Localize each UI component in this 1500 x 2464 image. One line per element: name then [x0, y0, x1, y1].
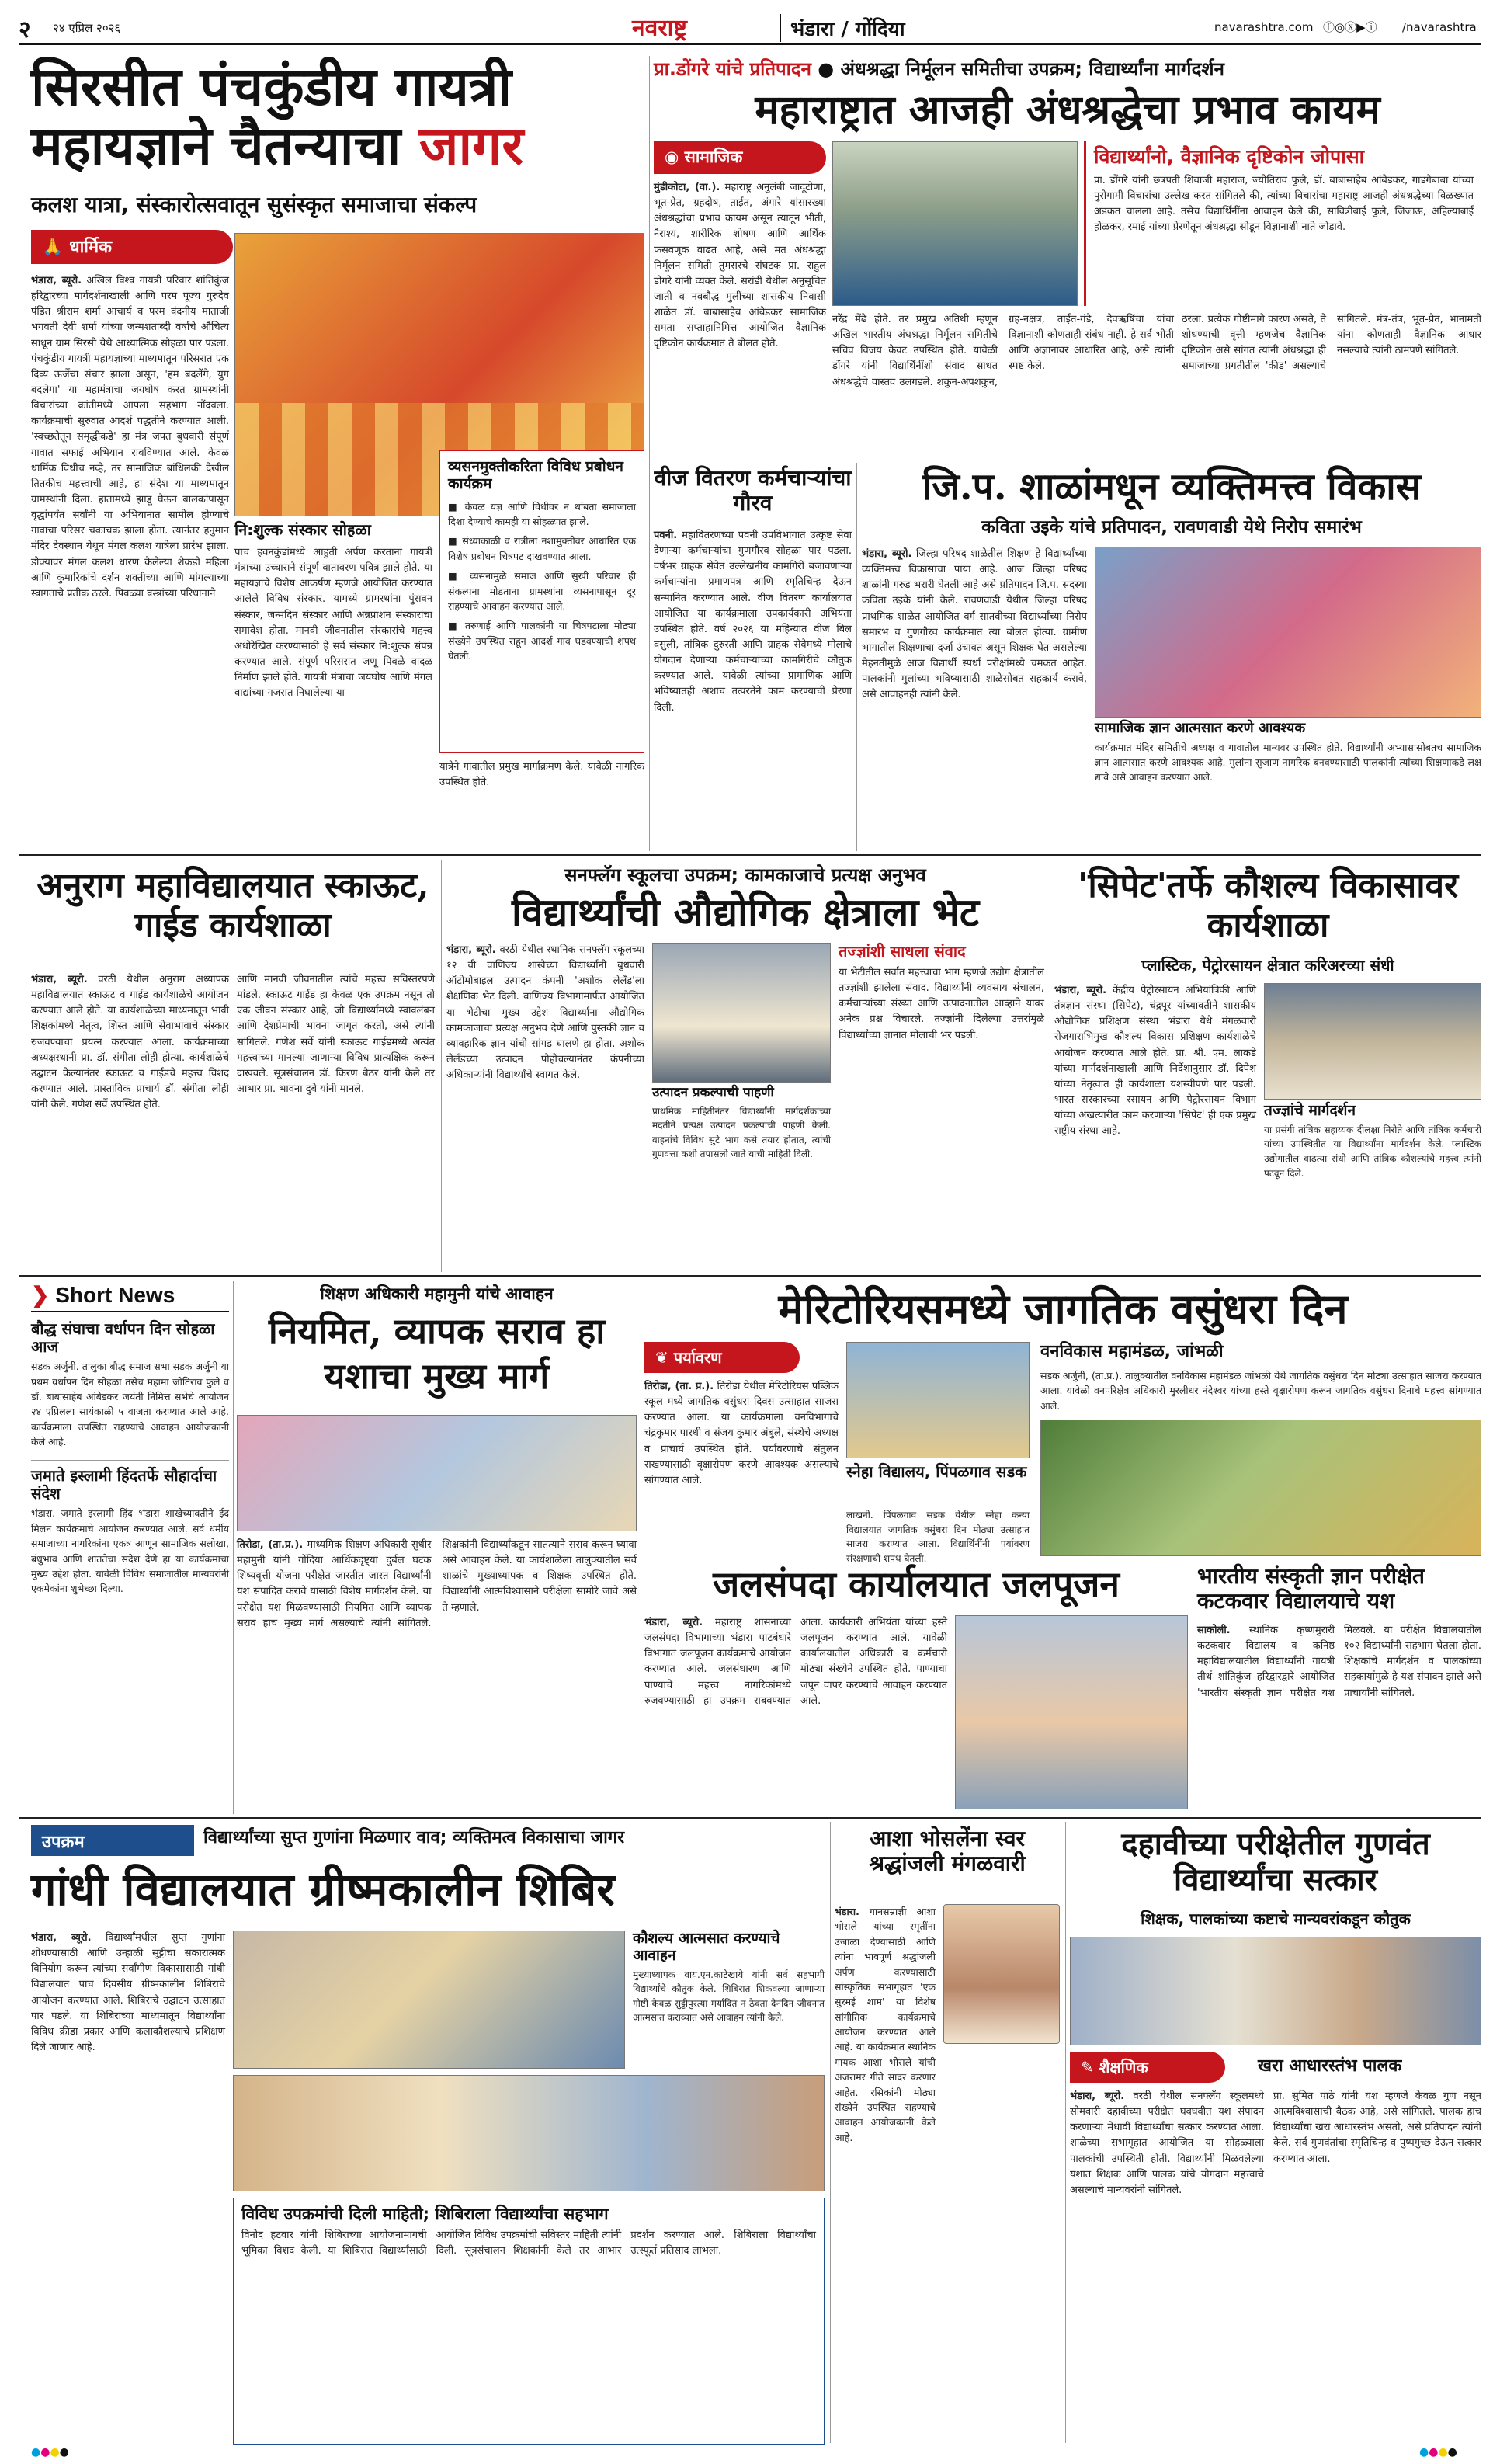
a3-body: पवनी. महावितरणच्या पवनी उपविभागात उत्कृष्ट सेवा देणाऱ्या कर्मचाऱ्यांचा गुणगौरव सोहळा पार पडला. वर्षभर ग्राहक सेवेत उल्लेखनीय कामगिरी बजावणाऱ्या कर्मचाऱ्यांना प्रमाणपत्र आणि स्मृतिचिन्ह देऊन सन्मानित करण्यात आले. वीज वितरण कार्यालयात आयोजित या कार्यक्रमाला उपकार्यकारी अभियंता उपस्थित होते. वर्ष २०२६ या महिन्यात वीज बिल वसुली, तांत्रिक दुरुस्ती आणि ग्राहक सेवेमध्ये मोलाचे योगदान देणाऱ्या कर्मचाऱ्यांच्या कामगिरीचे कौतुक करण्यात आले. यावेळी त्यांच्या प्रामाणिक आणि भविष्यातही अशाच तत्परतेने काम करण्याची प्रेरणा दिली.	[654, 530, 852, 714]
list-item: ■ केवळ यज्ञ आणि विधीवर न थांबता समाजाला दिशा देण्याचे कामही या सोहळ्यात झाले.	[448, 500, 636, 528]
a12-side-text: मुख्याध्यापक वाय.एन.काटेखाये यांनी सर्व सहभागी विद्यार्थ्यांचे कौतुक केले. शिबिरात शिकवल्या जाणाऱ्या गोष्टी केवळ सुट्टीपुरत्या मर्यादित न ठेवता दैनंदिन जीवनात आत्मसात कराव्यात असे आवाहन त्यांनी केले.	[633, 1969, 825, 2024]
a13-headline: आशा भोसलेंना स्वर श्रद्धांजली मंगळवारी	[869, 1826, 1026, 1877]
a8-kicker: शिक्षण अधिकारी महामुनी यांचे आवाहन	[320, 1284, 554, 1303]
a7-subheadline: प्लास्टिक, पेट्रोरसायन क्षेत्रात करिअरच्या संधी	[1141, 956, 1394, 975]
a1-subheadline: कलश यात्रा, संस्कारोत्सवातून सुसंस्कृत समाजाचा संकल्प	[31, 192, 477, 217]
column-rule	[649, 56, 650, 851]
section-divider	[19, 1275, 1481, 1277]
a2-headline: महाराष्ट्रात आजही अंधश्रद्धेचा प्रभाव कायम	[755, 86, 1380, 134]
x-icon[interactable]: ⓧ	[1345, 20, 1357, 34]
a6-box-title: तज्ज्ञांशी साधला संवाद	[839, 942, 966, 961]
a2-body-col1: मुंडीकोटा, (वा.). महाराष्ट्र अनुलंबी जादूटोणा, भूत-प्रेत, ग्रहदोष, ताईत, अंगारे यांसारख्या अंधश्रद्धांचा प्रभाव कायम असून त्यातून भीती, नैराश्य, शारीरिक शोषण आणि आर्थिक फसवणूक वाढत आहे, असे मत अंधश्रद्धा निर्मूलन समिती तुमसरचे संघटक प्रा. राहुल डोंगरे यांनी व्यक्त केले. सरांडी येथील अनुसूचित जाती व नवबौद्ध मुलींच्या शासकीय निवासी शाळेत डॉ. बाबासाहेब आंबेडकर सामाजिक समता सप्ताहानिमित्त आयोजित वैज्ञानिक दृष्टिकोन कार्यक्रमात ते बोलत होते.	[654, 182, 826, 350]
a9-body-col2: लाखनी. पिंपळगाव सडक येथील स्नेहा कन्या विद्यालयात जागतिक वसुंधरा दिन मोठ्या उत्साहात साजरा करण्यात आला. विद्यार्थिनींनी पर्यावरण संरक्षणाची शपथ घेतली.	[846, 1510, 1030, 1564]
a6-headline: विद्यार्थ्यांची औद्योगिक क्षेत्राला भेट	[511, 889, 980, 935]
a4-headline: जि.प. शाळांमधून व्यक्तिमत्त्व विकास	[922, 465, 1422, 509]
a1-body-col3: यात्रेने गावातील प्रमुख मार्गाक्रमण केले. यावेळी नागरिक उपस्थित होते.	[439, 761, 644, 789]
a12-info-box	[233, 2198, 825, 2445]
a9-sub2: स्नेहा विद्यालय, पिंपळगाव सडक	[846, 1462, 1027, 1481]
column-rule	[1065, 1822, 1066, 2443]
chevron-right-icon: ❯	[31, 1283, 50, 1307]
a14-body-col1: भंडारा, ब्यूरो. वरठी येथील सनफ्लॅग स्कूलमध्ये सोमवारी दहावीच्या परीक्षेत घवघवीत यश संपादन करणाऱ्या मेधावी विद्यार्थ्यांचा सत्कार करण्यात आला. शाळेच्या सभागृहात आयोजित या सोहळ्याला पालकांची उपस्थिती होती. विद्यार्थ्यांनी मिळवलेल्या यशात शिक्षक आणि पालक यांचे योगदान महत्त्वाचे असल्याचे मान्यवरांनी सांगितले.	[1070, 2090, 1264, 2196]
a2-body-col3: ठरला. प्रत्येक गोष्टीमागे कारण असते, ते शोधण्याची वृत्ती म्हणजेच वैज्ञानिक दृष्टिकोन असे सांगत त्यांनी अंधश्रद्धा ही समाजाच्या प्रगतीतील 'कीड' असल्याचे सांगितले. मंत्र-तंत्र, भूत-प्रेत, भानामती यांना कोणताही वैज्ञानिक आधार नसल्याचे त्यांनी ठामपणे सांगितले.	[1182, 314, 1481, 373]
masthead	[19, 11, 1481, 45]
a4-caption-text: कार्यक्रमात मंदिर समितीचे अध्यक्ष व गावातील मान्यवर उपस्थित होते. विद्यार्थ्यांनी अभ्यासासोबतच सामाजिक ज्ञान आत्मसात करणे आवश्यक आहे. मुलांना सुजाण नागरिक बनवण्यासाठी पालकांनी त्यांच्या शिक्षणाकडे लक्ष द्यावे असे आवाहन करण्यात आले.	[1095, 741, 1481, 784]
a2-photo	[832, 141, 1078, 306]
list-item: ■ व्यसनामुळे समाज आणि सुखी परिवार ही संकल्पना मोडताना ग्रामस्थांना व्यसनापासून दूर राहण्याचे आवाहन करण्यात आले.	[448, 570, 636, 612]
a1-body-col1: भंडारा, ब्यूरो. अखिल विश्व गायत्री परिवार शांतिकुंज हरिद्वारच्या मार्गदर्शनाखाली आणि परम पूज्य गुरुदेव पंडित श्रीराम शर्मा आचार्य व परम वंदनीय माताजी भगवती देवी शर्मा यांच्या जन्मशताब्दी वर्षाचे औचित्य साधून ग्राम सिरसी येथे आध्यात्मिक सोहळा पार पडला. पंचकुंडीय गायत्री महायज्ञाच्या माध्यमातून परिसरात एक दिव्य ऊर्जेचा संचार झाला असून, 'हम बदलेंगे, युग बदलेगा' या महामंत्राचा जयघोष करत ग्रामस्थांनी विचारांच्या क्रांतीमध्ये आपला सहभाग नोंदवला. कार्यक्रमाची सुरुवात आदर्श पद्धतीने करण्यात आली. 'स्वच्छतेतून समृद्धीकडे' हा मंत्र जपत बुधवारी संपूर्ण गावात सफाई अभियान राबविण्यात आले. केवळ धार्मिक विधीच नव्हे, तर सामाजिक बांधिलकी देखील तितकीच महत्त्वाची आहे, हा संदेश या माध्यमातून ग्रामस्थांनी दिला. हातामध्ये झाडू घेऊन बालकांपासून वृद्धांपर्यंत सर्वांनी या अभियानात सामील होण्याचे गावाचा परिसर चकाचक झाला होता. त्यानंतर हनुमान मंदिर देवस्थान येथून मंगल कलश यात्रेला प्रारंभ झाला. डोक्यावर मंगल कलश धारण केलेल्या शेकडो महिला आणि कुमारिकांचे दर्शन शक्तीच्या आणि मांगल्याच्या स्वागताचे प्रतीक ठरले. पिवळ्या वस्त्रांच्या परिधानाने	[31, 275, 229, 599]
a12-photo-1	[233, 1931, 625, 2069]
a9-headline: मेरिटोरियसमध्ये जागतिक वसुंधरा दिन	[778, 1284, 1348, 1333]
a6-photo	[652, 943, 831, 1083]
a1-photo-caption: नि:शुल्क संस्कार सोहळा	[234, 519, 644, 540]
short-news-1-title: बौद्ध संघाचा वर्धापन दिन सोहळा आज	[31, 1319, 215, 1357]
a6-caption-text: प्राथमिक माहितीनंतर विद्यार्थ्यांनी मार्गदर्शकांच्या मदतीने प्रत्यक्ष उत्पादन प्रकल्पाची पाहणी केली. वाहनांचे विविध सुटे भाग कसे तयार होतात, त्यांची गुणवत्ता कशी तपासली जाते याची माहिती दिली.	[652, 1105, 831, 1160]
a2-box-title: विद्यार्थ्यांनो, वैज्ञानिक दृष्टिकोन जोपासा	[1094, 145, 1365, 168]
short-news-label: ❯ Short News	[31, 1283, 229, 1312]
a7-body: भंडारा, ब्यूरो. केंद्रीय पेट्रोरसायन अभियांत्रिकी आणि तंत्रज्ञान संस्था (सिपेट), चंद्रपूर यांच्यावतीने शासकीय औद्योगिक प्रशिक्षण संस्था भंडारा येथे मंगळवारी रोजगाराभिमुख कौशल्य विकास प्रशिक्षण कार्यशाळेचे आयोजन करण्यात आले होते. प्रा. श्री. एम. लाकडे यांच्या मार्गदर्शनाखाली आणि निर्देशानुसार डॉ. दिपेश यांच्या नेतृत्वात ही कार्यशाळा यशस्वीपणे पार पडली. भारत सरकारच्या रसायन आणि पेट्रोरसायन विभाग यांच्या अखत्यारीत काम करणाऱ्या 'सिपेट' ही एक प्रमुख राष्ट्रीय संस्था आहे.	[1054, 985, 1256, 1138]
a11-headline: भारतीय संस्कृती ज्ञान परीक्षेत कटकवार विद्यालयाचे यश	[1197, 1563, 1425, 1614]
a4-subheadline: कविता उइके यांचे प्रतिपादन, रावणवाडी येथे निरोप समारंभ	[981, 517, 1362, 537]
people-icon: ◉	[665, 148, 679, 166]
a7-caption-title: तज्ज्ञांचे मार्गदर्शन	[1264, 1102, 1356, 1119]
a6-caption-box	[652, 1086, 831, 1269]
a7-caption-box	[1264, 1103, 1481, 1270]
a12-side-box	[633, 1931, 825, 2069]
a12-kicker: विद्यार्थ्यांच्या सुप्त गुणांना मिळणार वाव; व्यक्तिमत्व विकासाचा जागर	[203, 1828, 625, 1847]
a5-headline: अनुराग महाविद्यालयात स्काऊट, गाईड कार्यशाळा	[36, 866, 429, 945]
a8-photo	[237, 1415, 637, 1531]
a14-body-col2: प्रा. सुमित पाठे यांनी यश म्हणजे केवळ गुण नसून आत्मविश्वासाची बैठक आहे, असे सांगितले. पालक हाच विद्यार्थ्यांचा खरा आधारस्तंभ असतो, असे प्रतिपादन त्यांनी केले. सर्व गुणवंतांचा स्मृतिचिन्ह व पुष्पगुच्छ देऊन सत्कार करण्यात आला.	[1273, 2090, 1481, 2165]
section-divider	[19, 854, 1481, 856]
a4-caption-box	[1095, 721, 1481, 795]
column-rule	[441, 860, 442, 1272]
a2-highlight-box	[1084, 141, 1481, 306]
a13-body-col1: भंडारा. गानसम्राज्ञी आशा भोसले यांच्या स्मृतींना उजाळा देण्यासाठी आणि त्यांना भावपूर्ण श्रद्धांजली अर्पण करण्यासाठी सांस्कृतिक सभागृहात 'एक सुरमई शाम' या विशेष सांगीतिक कार्यक्रमाचे आयोजन करण्यात आले आहे. या कार्यक्रमात स्थानिक गायक आशा भोसले यांची अजरामर गीते सादर करणार आहेत. रसिकांनी मोठ्या संख्येने उपस्थित राहण्याचे आवाहन आयोजकांनी केले आहे.	[835, 1906, 936, 2143]
a12-body: भंडारा, ब्यूरो. विद्यार्थ्यांमधील सुप्त गुणांना शोधण्यासाठी आणि उन्हाळी सुट्टीचा सकारात्मक विनियोग करून त्यांच्या सर्वांगीण विकासासाठी गांधी विद्यालयात पाच दिवसीय ग्रीष्मकालीन शिबिराचे आयोजन करण्यात आले. शिबिराचे उद्घाटन उत्साहात पार पडले. या शिबिराच्या माध्यमातून विद्यार्थ्यांना विविध क्रीडा प्रकार आणि कलाकौशल्याचे प्रशिक्षण दिले जाणार आहे.	[31, 1932, 225, 2053]
column-rule	[830, 1822, 831, 2443]
list-item: ■ संध्याकाळी व रात्रीला नशामुक्तीवर आधारित एक विशेष प्रबोधन चित्रपट दाखवण्यात आला.	[448, 535, 636, 562]
a14-headline: दहावीच्या परीक्षेतील गुणवंत विद्यार्थ्यांचा सत्कार	[1121, 1826, 1430, 1898]
a9-body-col1: तिरोडा, (ता. प्र.). तिरोडा येथील मेरिटोरियस पब्लिक स्कूल मध्ये जागतिक वसुंधरा दिवस उत्साहात साजरा करण्यात आला. या कार्यक्रमाला वनविभागाचे चंद्रकुमार पारधी व संजय कुमार अंबुले, संस्थेचे अध्यक्ष व प्राचार्य उपस्थित होते. पर्यावरणाचे संतुलन राखण्यासाठी वृक्षारोपण करणे आवश्यक असल्याचे सांगण्यात आले.	[644, 1381, 839, 1486]
a14-subheadline: शिक्षक, पालकांच्या कष्टाचे मान्यवरांकडून कौतुक	[1141, 1910, 1411, 1928]
a9-photo-2	[1040, 1420, 1481, 1556]
a11-body: साकोली. स्थानिक कृष्णमुरारी कटकवार विद्यालय व कनिष्ठ महाविद्यालयातील विद्यार्थ्यांनी गायत्री तीर्थ शांतिकुंज हरिद्वारद्वारे आयोजित 'भारतीय संस्कृती ज्ञान' परीक्षेत यश मिळवले. या परीक्षेत विद्यालयातील १०२ विद्यार्थ्यांनी सहभाग घेतला होता. शिक्षकांचे मार्गदर्शन व पालकांच्या सहकार्यामुळे हे यश संपादन झाले असे प्राचार्यांनी सांगितले.	[1197, 1625, 1481, 1699]
a12-box-title: विविध उपक्रमांची दिली माहिती; शिबिराला विद्यार्थ्यांचा सहभाग	[241, 2205, 609, 2223]
a6-side-box	[839, 943, 1044, 1269]
a7-photo	[1264, 983, 1481, 1100]
short-news-1-text: सडक अर्जुनी. तालुका बौद्ध समाज सभा सडक अर्जुनी या प्रथम वर्धापन दिन सोहळा तसेच महामा जोतिराव फुले व डॉ. बाबासाहेब आंबेडकर जयंती निमित्त सभेचे आयोजन २४ एप्रिलला सायंकाळी ५ वाजता करण्यात आले आहे. कार्यक्रमाला उपस्थित राहण्याचे आवाहन आयोजकांनी केले आहे.	[31, 1361, 229, 1448]
social-icons	[1323, 19, 1377, 35]
instagram-icon[interactable]: ◎	[1335, 20, 1345, 34]
a12-box-text: विनोद हटवार यांनी शिबिराच्या आयोजनामागची भूमिका विशद केली. या शिबिरात विद्यार्थ्यांसाठी आयोजित विविध उपक्रमांची सविस्तर माहिती त्यांनी दिली. सूत्रसंचालन शिक्षकांनी केले तर आभार प्रदर्शन करण्यात आले. शिबिराला विद्यार्थ्यांचा उत्स्फूर्त प्रतिसाद लाभला.	[241, 2229, 816, 2257]
a1-section-tag: 🙏 धार्मिक	[31, 230, 233, 264]
a2-body-col2: नरेंद्र मेंढे होते. तर प्रमुख अतिथी म्हणून अखिल भारतीय अंधश्रद्धा निर्मूलन समितीचे सचिव विजय केवट उपस्थित होते. यावेळी डोंगरे यांनी विद्यार्थिनींशी संवाद साधत अंधश्रद्धेचे वास्तव उलगडले. शकुन-अपशकुन, ग्रह-नक्षत्र, ताईत-गंडे, देवऋषिंचा यांचा विज्ञानाशी कोणताही संबंध नाही. हे सर्व भीती आणि अज्ञानावर आधारित आहे, असे त्यांनी स्पष्ट केले.	[832, 314, 1174, 388]
a2-kicker: प्रा.डोंगरे यांचे प्रतिपादन ● अंधश्रद्धा निर्मूलन समितीचा उपक्रम; विद्यार्थ्यांना मार्गदर्शन	[654, 58, 1224, 80]
a12-headline: गांधी विद्यालयात ग्रीष्मकालीन शिबिर	[31, 1863, 615, 1916]
a1-body-col2: पाच हवनकुंडांमध्ये आहुती अर्पण करताना गायत्री मंत्राच्या उच्चाराने संपूर्ण वातावरण पवित्र झाले होते. या महायज्ञाचे विशेष आकर्षण म्हणजे आयोजित करण्यात आलेले विविध संस्कार. यामध्ये ग्रामस्थांना पुंसवन संस्कार, जन्मदिन संस्कार आणि अन्नप्राशन संस्कारांचा समावेश होता. मानवी जीवनातील संस्कारांचे महत्त्व अधोरेखित करण्यासाठी हे सर्व संस्कार नि:शुल्क संपन्न करण्यात आले. संपूर्ण परिसरात जणू पिवळे वादळ निर्माण झाले होते. गायत्री मंत्राचा जयघोष आणि मंगल वाद्यांच्या गजरात निघालेल्या या	[234, 547, 432, 700]
registration-marks: ●●●●	[31, 2446, 69, 2459]
a14-photo	[1070, 1937, 1481, 2045]
a1-headline: सिरसीत पंचकुंडीय गायत्री महायज्ञाने चैतन्याचा जागर	[31, 56, 524, 178]
a8-headline: नियमित, व्यापक सराव हा यशाचा मुख्य मार्ग	[268, 1310, 606, 1397]
a4-caption-title: सामाजिक ज्ञान आत्मसात करणे आवश्यक	[1095, 720, 1306, 736]
column-rule	[233, 1281, 234, 1814]
a1-info-box	[439, 450, 644, 753]
a2-box-text: प्रा. डोंगरे यांनी छत्रपती शिवाजी महाराज, ज्योतिराव फुले, डॉ. बाबासाहेब आंबेडकर, गाडगेबाबा यांच्या पुरोगामी विचारांचा उल्लेख करत सांगितले की, त्यांच्या विचारांचा महाराष्ट्र आजही अंधश्रद्धेच्या विळख्यात अडकत चालला आहे. तसेच विद्यार्थिनींना आवाहन केले की, सावित्रीबाई फुले, जिजाऊ, अहिल्याबाई होळकर, रमाई यांच्या प्रेरणेतून अंधश्रद्धा सोडून विज्ञानाशी नाते जोडावे.	[1094, 174, 1474, 234]
a6-body: भंडारा, ब्यूरो. वरठी येथील स्थानिक सनफ्लॅग स्कूलच्या १२ वी वाणिज्य शाखेच्या विद्यार्थ्यांनी बुधवारी ऑटोमोबाइल उत्पादन कंपनी 'अशोक लेलँड'ला शैक्षणिक भेट दिली. वाणिज्य विभागामार्फत आयोजित या भेटीचा मुख्य उद्देश विद्यार्थ्यांना औद्योगिक कामकाजाचा प्रत्यक्ष अनुभव देणे आणि पुस्तकी ज्ञान व व्यावहारिक ज्ञान यांची सांगड घालणे हा होता. अशोक लेलँडच्या उत्पादन पोहोचल्यानंतर कंपनीच्या अधिकाऱ्यांनी विद्यार्थ्यांचे स्वागत केले.	[446, 944, 644, 1082]
a12-photo-2	[233, 2075, 825, 2191]
a3-headline: वीज वितरण कर्मचाऱ्यांचा गौरव	[654, 465, 852, 516]
a14-section-tag: ✎ शैक्षणिक	[1070, 2052, 1225, 2083]
a9-photo-1	[846, 1342, 1030, 1458]
section-divider	[19, 1817, 1481, 1819]
a10-body: भंडारा, ब्यूरो. महाराष्ट्र शासनाच्या जलसंपदा विभागाच्या भंडारा पाटबंधारे विभागात जलपूजन कार्यक्रमाचे आयोजन करण्यात आले. जलसंधारण आणि पाण्याचे महत्त्व नागरिकांमध्ये रुजवण्यासाठी हा उपक्रम राबवण्यात आला. कार्यकारी अभियंता यांच्या हस्ते जलपूजन करण्यात आले. यावेळी कार्यालयातील अधिकारी व कर्मचारी मोठ्या संख्येने उपस्थित होते. पाण्याचा जपून वापर करण्याचे आवाहन करण्यात आले.	[644, 1617, 947, 1707]
a1-box-title: व्यसनमुक्तीकरिता विविध प्रबोधन कार्यक्रम	[448, 458, 623, 492]
bullet-dot-icon: ●	[818, 58, 835, 80]
a9-sub1: वनविकास महामंडळ, जांभळी	[1040, 1342, 1224, 1361]
a4-photo	[1095, 547, 1481, 718]
a8-body: तिरोडा, (ता.प्र.). माध्यमिक शिक्षण अधिकारी सुधीर महामुनी यांनी गोंदिया आर्थिकदृष्ट्या दुर्बल घटक शिष्यवृत्ती योजना परीक्षेत जास्तीत जास्त विद्यार्थ्यांनी यश संपादित करावे यासाठी विशेष मार्गदर्शन केले. या परीक्षेत यश मिळवण्यासाठी नियमित आणि व्यापक सराव हाच मुख्य मार्ग असल्याचे त्यांनी सांगितले. शिक्षकांनी विद्यार्थ्यांकडून सातत्याने सराव करून घ्यावा असे आवाहन केले. या कार्यशाळेला तालुक्यातील सर्व शाळांचे मुख्याध्यापक व शिक्षक उपस्थित होते. विद्यार्थ्यांनी आत्मविश्वासाने परीक्षेला सामोरे जावे असे ते म्हणाले.	[237, 1539, 637, 1629]
a10-headline: जलसंपदा कार्यालयात जलपूजन	[713, 1563, 1120, 1605]
a5-body-col2: आणि मानवी जीवनातील त्यांचे महत्त्व सविस्तरपणे मांडले. स्काऊट गाईड हा केवळ एक उपक्रम नसून तो एक जीवन संस्कार आहे, जो विद्यार्थ्यांमध्ये स्वावलंबन आणि देशप्रेमाची भावना जागृत करतो, असे त्यांनी सांगितले. गणेश सर्वे यांनी स्काऊट गाईडमध्ये अत्यंत महत्त्वाच्या मानल्या जाणाऱ्या विविध प्रात्यक्षिक करून दाखवले. सूत्रसंचालन डॉ. किरण बेठर यांनी केले तर आभार प्रा. भावना दुबे यांनी मानले.	[237, 974, 435, 1095]
a6-box-text: या भेटीतील सर्वात महत्त्वाचा भाग म्हणजे उद्योग क्षेत्रातील तज्ज्ञांशी झालेला संवाद. विद्यार्थ्यांनी व्यवसाय संचालन, कर्मचाऱ्यांच्या संख्या आणि उत्पादनातील आव्हाने यावर अनेक प्रश्न विचारले. तज्ज्ञांनी दिलेल्या उत्तरांमुळे विद्यार्थ्यांच्या ज्ञानात मोलाची भर पडली.	[839, 967, 1044, 1041]
short-news-2-title: जमाते इस्लामी हिंदतर्फे सौहार्दाचा संदेश	[31, 1460, 229, 1503]
a9-section-tag: ❦ पर्यावरण	[644, 1342, 800, 1373]
brand-logo: नवराष्ट्र	[632, 15, 687, 42]
a5-body-col1: भंडारा, ब्यूरो. वरठी येथील अनुराग अध्यापक महाविद्यालयात स्काऊट व गाईड कार्यशाळेचे आयोजन करण्यात आले होते. या कार्यशाळेच्या माध्यमातून भावी शिक्षकांमध्ये नेतृत्व, शिस्त आणि सेवाभावाचे संस्कार रुजवण्याचा प्रयत्न करण्यात आला. कार्यक्रमाच्या अध्यक्षस्थानी प्रा. डॉ. संगीता लोही होत्या. कार्यशाळेचे उद्घाटन केल्यानंतर स्काऊट व गाईडचे महत्त्व विशद करण्यात आले. प्रास्ताविक प्राचार्य डॉ. संगीता लोही यांनी केले. गणेश सर्वे उपस्थित होते.	[31, 974, 229, 1111]
a1-box-list	[448, 499, 636, 664]
a2-section-tag: ◉ सामाजिक	[654, 141, 826, 174]
a12-side-title: कौशल्य आत्मसात करण्याचे आवाहन	[633, 1930, 780, 1964]
a9-body-col3: सडक अर्जुनी, (ता.प्र.). तालुक्यातील वनविकास महामंडळ जांभळी येथे जागतिक वसुंधरा दिन मोठ्या उत्साहात साजरा करण्यात आला. यावेळी वनपरिक्षेत्र अधिकारी मुरलीधर नंदेश्वर यांच्या हस्ते वृक्षारोपण करून जागतिक वसुंधरा दिनाचे महत्त्व सांगण्यात आले.	[1040, 1370, 1481, 1412]
book-icon: ✎	[1081, 2058, 1094, 2077]
edition-name: भंडारा / गोंदिया	[780, 14, 905, 42]
a12-section-tag: उपक्रम	[31, 1825, 194, 1856]
a7-caption-text: या प्रसंगी तांत्रिक सहाय्यक दीलक्षा निरोते आणि तांत्रिक कर्मचारी यांच्या उपस्थितीत या विद्यार्थ्यांना मार्गदर्शन केले. प्लास्टिक उद्योगातील वाढत्या संधी आणि तांत्रिक कौशल्यांचे महत्त्व त्यांनी पटवून दिले.	[1264, 1124, 1481, 1179]
namaste-icon: 🙏	[42, 238, 64, 257]
short-news-column	[31, 1283, 229, 1811]
social-handle[interactable]: /navarashtra	[1402, 20, 1477, 34]
a10-photo	[955, 1615, 1188, 1809]
list-item: ■ तरुणाई आणि पालकांनी या चित्रपटाला मोठ्या संख्येने उपस्थित राहून आदर्श गाव घडवण्याची शपथ घेतली.	[448, 620, 636, 662]
linkedin-icon[interactable]: ⓘ	[1365, 20, 1377, 34]
a7-headline: 'सिपेट'तर्फे कौशल्य विकासावर कार्यशाळा	[1077, 866, 1459, 945]
facebook-icon[interactable]: ⓕ	[1323, 20, 1335, 34]
page-number: २	[19, 16, 31, 43]
column-rule	[856, 463, 857, 851]
a6-kicker: सनफ्लॅग स्कूलचा उपक्रम; कामकाजाचे प्रत्यक्ष अनुभव	[564, 864, 926, 886]
a14-side-title: खरा आधारस्तंभ पालक	[1258, 2056, 1402, 2076]
a6-caption-title: उत्पादन प्रकल्पाची पाहणी	[652, 1085, 774, 1100]
short-news-2-text: भंडारा. जमाते इस्लामी हिंद भंडारा शाखेच्यावतीने ईद मिलन कार्यक्रमाचे आयोजन करण्यात आले. सर्व धर्मीय समाजाच्या नागरिकांना एकत्र आणून सामाजिक सलोखा, बंधुभाव आणि शांततेचा संदेश देणे हा या कार्यक्रमाचा मुख्य उद्देश होता. यावेळी विविध समाजातील मान्यवरांनी एकमेकांना शुभेच्छा दिल्या.	[31, 1507, 229, 1595]
youtube-icon[interactable]: ▶	[1356, 20, 1366, 34]
site-url[interactable]: navarashtra.com	[1214, 20, 1314, 34]
leaf-icon: ❦	[655, 1348, 668, 1367]
issue-date: २४ एप्रिल २०२६	[53, 21, 121, 35]
a13-photo	[943, 1904, 1060, 2044]
a4-body: भंडारा, ब्यूरो. जिल्हा परिषद शाळेतील शिक्षण हे विद्यार्थ्यांच्या व्यक्तिमत्त्व विकासाचा पाया आहे. आज जिल्हा परिषद शाळांनी गरुड भरारी घेतली आहे असे प्रतिपादन जि.प. सदस्या कविता उइके यांनी केले. रावणवाडी येथील जिल्हा परिषद प्राथमिक शाळेत आयोजित वर्ग सातवीच्या विद्यार्थ्यांच्या निरोप समारंभ व गुणगौरव कार्यक्रमात त्या बोलत होत्या. ग्रामीण भागातील शिक्षणाचा दर्जा उंचावत असून शिक्षक घेत असलेल्या मेहनतीमुळे आज विद्यार्थी स्पर्धा परीक्षांमध्ये चमकत आहेत. पालकांनी मुलांच्या भविष्यासाठी शाळेसोबत सहकार्य करावे, असे आवाहनही त्यांनी केले.	[862, 548, 1087, 701]
registration-marks: ●●●●	[1419, 2446, 1457, 2459]
